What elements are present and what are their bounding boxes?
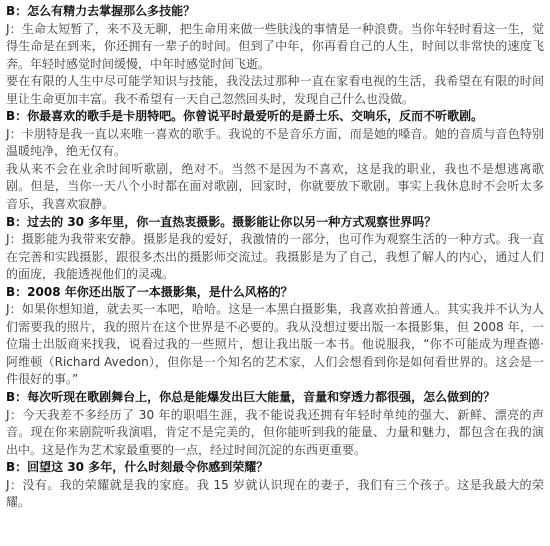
answer-5: J：今天我差不多经历了 30 年的职唱生涯，我不能说我还拥有年轻时单纯的强大、新鲜、漂亮的声音。现在你来剧院听我演唱，肯定不是完美的，但你能听到我的能量、力量和魅力，都包含在我的演出中。这是作为艺术家最重要的一点，经过时间沉淀的东西更重要。 [6, 407, 544, 457]
answer-6: J：没有。我的荣耀就是我的家庭。我 15 岁就认识现在的妻子，我们有三个孩子。这是我最大的荣耀。 [6, 477, 544, 510]
answer-2-continued: 我从来不会在业余时间听歌剧，绝对不。当然不是因为不喜欢，这是我的职业，我也不是想逃离歌剧。但是，当你一天八个小时都在面对歌剧，回家时，你就要放下歌剧。事实上我休息时不会听太多音乐，我喜欢寂静。 [6, 161, 544, 212]
answer-2: J：卡朋特是我一直以来唯一喜欢的歌手。我说的不是音乐方面，而是她的嗓音。她的音质与音色特别温暖纯净，绝无仅有。 [6, 126, 544, 159]
answer-4: J：如果你想知道，就去买一本吧，哈哈。这是一本黑白摄影集，我喜欢拍普通人。其实我并不认为人们需要我的照片，我的照片在这个世界是不必要的。我从没想过要出版一本摄影集，但 2008 年，一位瑞士出版商来找我，说看过我的一些照片，想让我出版一本书。他说服我，“你不可能成为理查德·阿维顿（Richard Avedon），但你是一个知名的艺术家，人们会想看到你是如何看世界的。这会是一件很好的事。” [6, 302, 544, 387]
question-1: B：怎么有精力去掌握那么多技能？ [6, 4, 196, 18]
question-6: B：回望这 30 多年，什么时刻最令你感到荣耀？ [6, 460, 269, 475]
question-4: B：2008 年你还出版了一本摄影集，是什么风格的？ [6, 284, 293, 299]
answer-3: J：摄影能为我带来安静。摄影是我的爱好，我激情的一部分，也可作为观察生活的一种方式。我一直在完善和实践摄影，跟很多杰出的摄影师交流过。我摄影是为了自己，我想了解人的内心，通过人们的面庞，我能透视他们的灵魂。 [6, 232, 544, 282]
answer-1: J：生命太短暂了，来不及无聊，把生命用来做一些肤浅的事情是一种浪费。当你年轻时看这一生，觉得生命是在到来，你还拥有一辈子的时间。但到了中年，你再看自己的人生，时间以非常快的速度飞奔。年轻时感觉时间缓慢，中年时感觉时间飞逝。 [6, 21, 544, 71]
question-2: B：你最喜欢的歌手是卡朋特吧。你曾说平时最爱听的是爵士乐、交响乐，反而不听歌剧。 [6, 109, 484, 124]
question-5: B：每次听现在歌剧舞台上，你总是能爆发出巨大能量，音量和穿透力都很强，怎么做到的？ [6, 390, 496, 405]
question-3: B：过去的 30 多年里，你一直热衷摄影。摄影能让你以另一种方式观察世界吗？ [6, 214, 437, 229]
answer-1-continued: 要在有限的人生中尽可能学知识与技能，我没法过那种一直在家看电视的生活，我希望在有限的时间里让生命更加丰富。我不希望有一天自己忽然回头时，发现自己什么也没做。 [6, 74, 544, 106]
